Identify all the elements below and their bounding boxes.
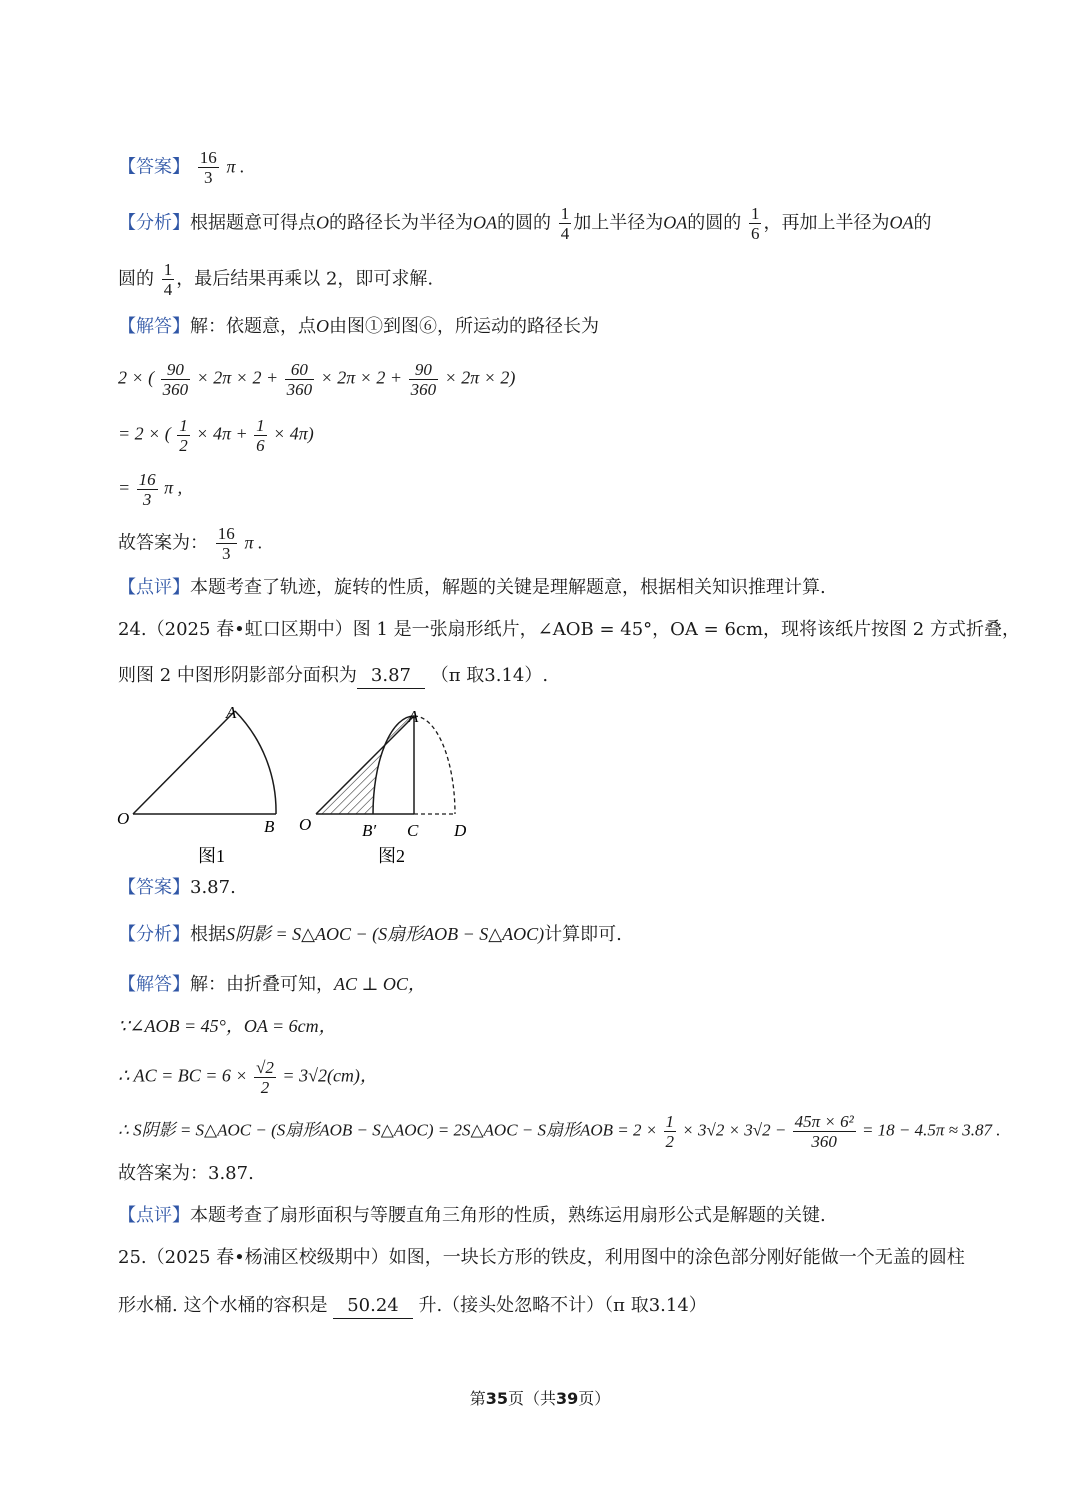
answer-blank: 3.87 [357,664,425,689]
figure-1-caption: 图1 [198,846,225,866]
q24-comment [118,1204,826,1228]
text: 的 [913,212,932,234]
fraction: $\frac{1}{2}$ [665,1112,675,1151]
q23-answer-line [118,148,245,187]
question-stem: （π 取3.14）. [430,665,549,686]
q25-stem-1 [118,1246,965,1270]
fraction: $\frac{1}{6}$ [256,416,265,455]
fraction: $\frac{1}{4}$ [560,204,570,243]
comment-tag: 【点评】 [118,1205,190,1226]
q23-final [118,524,263,563]
fraction: $\frac{1}{2}$ [179,416,188,455]
text: 由图①到图⑥，所运动的路径长为 [329,316,599,337]
q23-analysis-line-2 [118,260,433,299]
text: 本题考查了扇形面积与等腰直角三角形的性质，熟练运用扇形公式是解题的关键. [190,1205,826,1226]
q24-solution [118,972,426,997]
text: 故答案为：3.87. [118,1163,254,1184]
answer-tag: 【答案】 [118,877,190,898]
q23-equation-1 [118,360,515,399]
question-stem: 则图 2 中图形阴影部分面积为 [118,665,357,686]
text: 解：由折叠可知， [190,974,334,995]
footer-text: 页） [578,1389,611,1408]
q24-figures [100,696,500,876]
q24-therefore-1 [118,1058,378,1097]
fraction: $\frac{\text{45π × 6²}}{360}$ [794,1112,854,1151]
q24-stem-1 [118,618,1020,642]
analysis-tag: 【分析】 [118,212,190,234]
question-stem: 升.（接头处忽略不计）（π 取3.14） [418,1295,707,1316]
formula: ∵∠AOB = 45°，OA = 6cm， [118,1016,337,1036]
answer-value: 3.87. [190,877,236,898]
math-symbol: OA [663,212,688,233]
q23-solution-line [118,314,599,339]
text: 根据题意可得点 [190,212,316,234]
question-stem: 形水桶. 这个水桶的容积是 [118,1295,328,1316]
fraction: $\frac{1}{4}$ [163,260,173,299]
formula: × 3√2 × 3√2 − [682,1120,787,1140]
fraction: $\frac{1}{6}$ [750,204,760,243]
eq-part: 2 × ( [118,367,155,388]
label-O: O [117,809,130,828]
fraction: $\frac{√2}{2}$ [256,1058,274,1097]
formula: = 18 − 4.5π ≈ 3.87 . [861,1120,1001,1140]
q23-analysis-line-1 [118,204,931,243]
q24-answer [118,876,236,900]
analysis-tag: 【分析】 [118,924,190,945]
fraction: $\frac{60}{360}$ [286,360,313,399]
text: 的圆的 [687,212,742,234]
arc-AB [235,711,276,814]
text: 根据 [190,924,226,945]
label-O: O [299,815,312,834]
math-symbol: OA [889,212,914,233]
math-symbol: O [316,316,329,336]
page-number: 35 [485,1389,508,1408]
eq-part: × 4π) [273,423,314,444]
text: 计算即可. [544,924,622,945]
fraction: $\frac{16}{3}$ [217,524,235,563]
label-C: C [407,821,419,840]
eq-part: π , [164,477,183,498]
original-arc-dashed [414,716,455,814]
text: 加上半径为 [573,212,664,234]
text: 本题考查了轨迹，旋转的性质，解题的关键是理解题意，根据相关知识推理计算. [190,577,826,598]
label-B-prime: B′ [362,821,377,840]
answer-blank: 50.24 [333,1294,413,1319]
text: 圆的 [118,268,154,290]
label-B: B [264,817,275,836]
eq-part: × 4π + [196,423,248,444]
formula: AC ⊥ OC， [334,974,426,994]
q23-comment [118,576,826,600]
text: 解：依题意，点 [190,316,316,337]
eq-part: × 2π × 2 + [196,367,279,388]
label-A: A [408,707,419,726]
label-D: D [454,821,467,840]
solution-tag: 【解答】 [118,974,190,995]
q23-equation-3 [118,470,182,509]
solution-tag: 【解答】 [118,316,190,337]
q24-therefore-2 [118,1112,1000,1151]
figure-1 [117,703,276,866]
footer-text: 页（共 [507,1389,556,1408]
q24-final [118,1162,254,1186]
comment-tag: 【点评】 [118,577,190,598]
text: ，再加上半径为 [763,212,890,234]
q24-stem-2 [118,664,548,689]
figure-2-caption: 图2 [378,846,405,866]
math-symbol: O [316,212,329,233]
question-stem: 25.（2025 春•杨浦区校级期中）如图，一块长方形的铁皮，利用图中的涂色部分刚好能做一个无盖的圆柱 [118,1247,965,1268]
formula: ∴ S阴影 = S△AOC − (S扇形AOB − S△AOC) = 2S△AOC − S扇形AOB = 2 × [118,1120,658,1140]
label-A: A [226,703,237,722]
answer-value: π . [226,156,245,177]
eq-part: × 2π × 2 + [320,367,403,388]
text: 故答案为： [118,532,208,554]
q24-analysis [118,922,622,947]
q24-because [118,1014,337,1038]
page-footer [0,1386,1080,1409]
fraction: $\frac{90}{360}$ [410,360,437,399]
q25-stem-2 [118,1294,707,1319]
figure-2 [299,707,467,866]
text: 的路径长为半径为 [329,212,473,234]
q23-equation-2 [118,416,314,455]
formula: ∴ AC = BC = 6 × [118,1065,248,1086]
total-pages: 39 [556,1389,579,1408]
footer-text: 第 [469,1389,486,1408]
question-stem: 24.（2025 春•虹口区期中）图 1 是一张扇形纸片，∠AOB = 45°，OA = 6cm，现将该纸片按图 2 方式折叠， [118,619,1020,640]
fraction: $\frac{16}{3}$ [199,148,217,187]
text: 的圆的 [497,212,551,234]
eq-part: = 2 × ( [118,423,171,444]
eq-part: = [118,477,131,498]
text: ，最后结果再乘以 2，即可求解. [176,268,434,290]
radius-OA [133,711,235,814]
math-symbol: OA [473,212,497,233]
fraction: $\frac{16}{3}$ [138,470,156,509]
fraction: $\frac{90}{360}$ [162,360,189,399]
eq-part: × 2π × 2) [444,367,516,388]
answer-tag: 【答案】 [118,156,190,178]
eq-part: π . [244,532,263,553]
formula: = 3√2(cm)， [282,1065,378,1086]
formula: S阴影 = S△AOC − (S扇形AOB − S△AOC) [226,924,545,944]
